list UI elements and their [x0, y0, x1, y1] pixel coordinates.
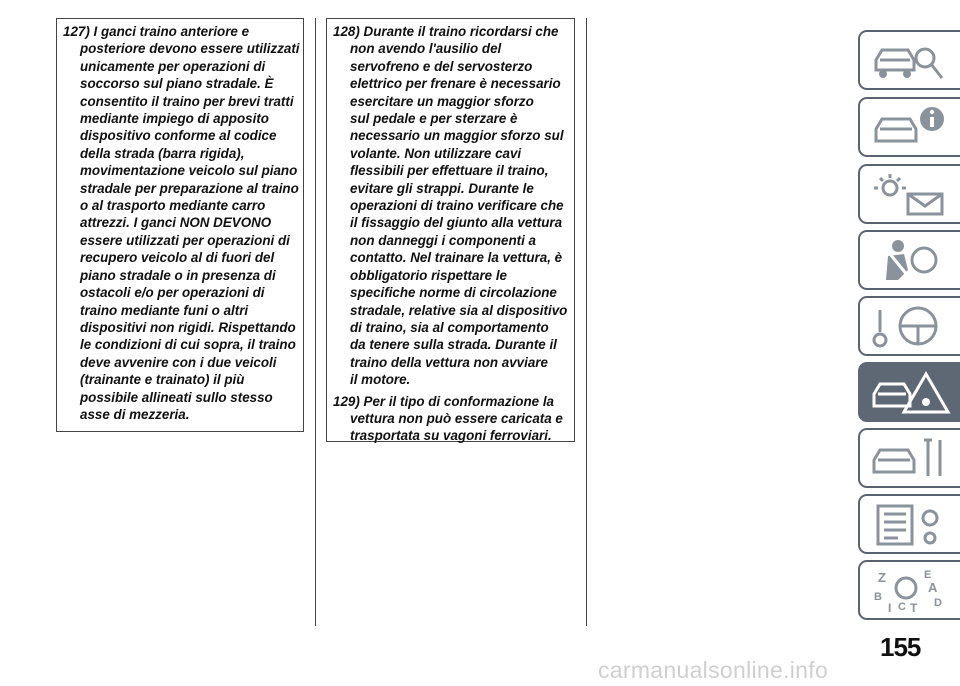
tab-warning-lights[interactable]	[858, 164, 960, 224]
note-line: della strada (barra rigida),	[80, 145, 245, 161]
note-line: non danneggi i componenti a	[350, 232, 536, 248]
note-line: movimentazione veicolo sul piano	[80, 163, 298, 179]
tab-car-search[interactable]	[858, 30, 960, 90]
seatbelt-airbag-icon	[868, 236, 954, 284]
note-line: consentito il traino per brevi tratti	[80, 93, 294, 109]
note-line: ostacoli e/o per operazioni di	[80, 285, 265, 301]
note-line: elettrico per frenare è necessario	[350, 76, 561, 92]
note-line: mediante impiego di apposito	[80, 111, 269, 127]
note-127	[63, 23, 301, 423]
tab-driving[interactable]	[858, 296, 960, 356]
note-line: unicamente per operazioni di	[80, 58, 266, 74]
car-maintenance-icon	[868, 434, 954, 482]
index-letter: T	[910, 601, 918, 614]
note-line: di traino, sia al comportamento	[350, 319, 549, 335]
tab-car-info[interactable]	[858, 97, 960, 157]
notes-box-left	[56, 18, 304, 432]
note-line: 128) Durante il traino ricordarsi che	[333, 24, 559, 39]
note-line: da tenere sulla strada. Durante il	[350, 337, 557, 353]
note-line: le condizioni di cui sopra, il traino	[80, 337, 296, 353]
note-line: stradale per preparazione al traino	[80, 180, 299, 196]
note-line: contatto. Nel trainare la vettura, è	[350, 250, 563, 266]
note-line: 129) Per il tipo di conformazione la	[333, 393, 554, 409]
notes-box-right	[326, 18, 575, 442]
note-line: piano stradale o in presenza di	[80, 267, 276, 283]
note-line: dispositivo conforme al codice	[80, 128, 277, 144]
note-line: recupero veicolo al di fuori del	[80, 250, 275, 266]
warning-light-mail-icon	[868, 170, 954, 218]
note-line: traino mediante funi o altri	[80, 302, 249, 318]
note-line: traino della vettura non avviare	[350, 354, 548, 370]
note-line: sul pedale e per sterzare è	[350, 111, 518, 127]
steering-wheel-icon	[868, 302, 954, 350]
index-letter: C	[898, 601, 906, 613]
note-line: non avendo l'ausilio del	[350, 41, 502, 57]
note-line: posteriore devono essere utilizzati	[80, 41, 300, 57]
tab-index[interactable]	[858, 560, 960, 620]
index-letter: D	[934, 597, 942, 609]
note-line: essere utilizzati per operazioni di	[80, 232, 290, 248]
tab-safety[interactable]	[858, 230, 960, 290]
index-letter: Z	[878, 570, 886, 585]
note-line: operazioni di traino verificare che	[350, 198, 564, 214]
technical-data-icon	[868, 500, 954, 548]
note-line: obbligatorio rispettare le	[350, 267, 507, 283]
note-line: il fissaggio del giunto alla vettura	[350, 215, 563, 231]
note-line: o al trasporto mediante carro	[80, 198, 266, 214]
note-line: il motore.	[350, 372, 411, 388]
note-line: flessibili per effettuare il traino,	[350, 163, 549, 179]
note-line: evitare gli strappi. Durante le	[350, 180, 534, 196]
note-line: deve avvenire con i due veicoli	[80, 354, 277, 370]
page-number: 155	[880, 632, 921, 662]
note-line: esercitare un maggior sforzo	[350, 93, 534, 109]
note-line: possibile allineati sullo stesso	[80, 389, 273, 405]
note-line: (trainante e trainato) il più	[80, 372, 245, 388]
tab-emergency[interactable]	[858, 362, 960, 422]
note-line: stradale, relative sia al dispositivo	[350, 302, 568, 318]
note-line: asse di mezzeria.	[80, 406, 190, 422]
column-divider	[315, 18, 316, 626]
car-search-icon	[868, 36, 954, 84]
watermark: carmanualsonline.info	[598, 657, 829, 683]
column-divider	[586, 18, 587, 626]
note-line: attrezzi. I ganci NON DEVONO	[80, 215, 272, 231]
index-letter: A	[928, 580, 938, 595]
note-line: volante. Non utilizzare cavi	[350, 145, 522, 161]
note-line: specifiche norme di circolazione	[350, 285, 557, 301]
note-line: 127) I ganci traino anteriore e	[63, 24, 250, 39]
note-line: necessario un maggior sforzo sul	[350, 128, 564, 144]
note-line: dispositivi non rigidi. Rispettando	[80, 319, 296, 335]
index-letter: B	[874, 591, 882, 603]
tab-technical-data[interactable]	[858, 494, 960, 554]
note-line: trasportata su vagoni ferroviari.	[350, 428, 552, 444]
tab-maintenance[interactable]	[858, 428, 960, 488]
car-breakdown-warning-icon	[868, 368, 954, 416]
alphabetical-index-icon	[868, 566, 954, 614]
note-line: soccorso sul piano stradale. È	[80, 76, 274, 92]
note-line: servofreno e del servosterzo	[350, 58, 533, 74]
note-line: vettura non può essere caricata e	[350, 410, 563, 426]
note-129	[333, 393, 572, 445]
note-128	[333, 23, 572, 389]
index-letter: E	[924, 569, 932, 581]
index-letter: I	[888, 601, 892, 614]
car-info-icon	[868, 103, 954, 151]
